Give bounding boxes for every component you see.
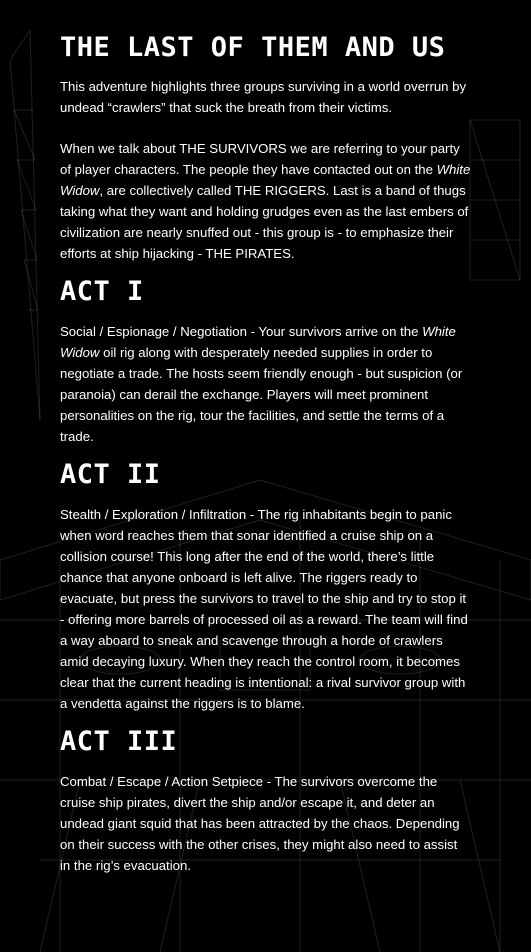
act-3-heading: ACT III xyxy=(60,726,178,757)
act-2-heading: ACT II xyxy=(60,459,161,490)
act-1-text-part: Social / Espionage / Negotiation - Your survivors arrive on the xyxy=(60,324,423,339)
ship-name-emphasis: White Widow xyxy=(60,324,456,360)
intro-text-part: , are collectively called THE RIGGERS. Last is a band of thugs taking what they want and holding grudges even as the last embers of civilization are nearly snuffed out - this group is - to emphasize their efforts at ship hijacking - THE PIRATES. xyxy=(60,183,469,261)
intro-paragraph-2 xyxy=(60,138,471,264)
act-2-description: Stealth / Exploration / Infiltration - The rig inhabitants begin to panic when word reaches them that sonar identified a cruise ship on a collision course! This long after the end of the world, there’s little chance that anyone onboard is left alive. The riggers ready to evacuate, but press the survivors to travel to the ship and try to stop it - offering more barrels of processed oil as a reward. The team will find a way aboard to sneak and scavenge through a horde of crawlers amid decaying luxury. When they reach the control room, it becomes clear that the current heading is intentional: a rival survivor group with a vendetta against the riggers is to blame. xyxy=(60,507,468,711)
intro-text-part: When we talk about THE SURVIVORS we are referring to your party of player characters. The people they have contacted out on the xyxy=(60,141,460,177)
act-1-text-part: oil rig along with desperately needed supplies in order to negotiate a trade. The hosts seem friendly enough - but suspicion (or paranoia) can derail the exchange. Players will meet prominent personalities on the rig, tour the facilities, and settle the terms of a trade. xyxy=(60,345,463,444)
page-title: THE LAST OF THEM AND US xyxy=(60,32,446,63)
act-1-description xyxy=(60,321,471,447)
ship-name-emphasis: White Widow xyxy=(60,162,471,198)
act-1-heading: ACT I xyxy=(60,276,144,307)
intro-paragraph-1: This adventure highlights three groups surviving in a world overrun by undead “crawlers” that suck the breath from their victims. xyxy=(60,79,467,115)
act-3-description: Combat / Escape / Action Setpiece - The survivors overcome the cruise ship pirates, divert the ship and/or escape it, and deter an undead giant squid that has been attracted by the chaos. Depending on their success with the other crises, they might also need to assist in the rig’s evacuation. xyxy=(60,774,460,873)
